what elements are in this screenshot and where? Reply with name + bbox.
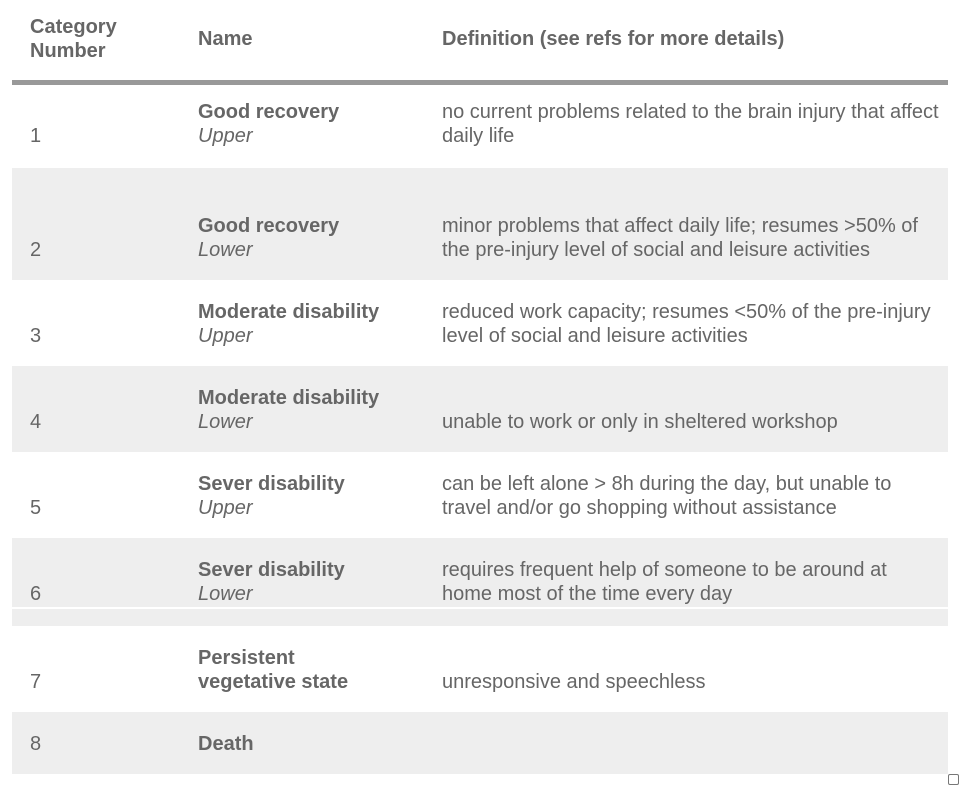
table-row [12,538,948,607]
category-definition: can be left alone > 8h during the day, but unable to travel and/or go shopping without assistance [442,473,892,519]
category-definition: requires frequent help of someone to be around at home most of the time every day [442,559,887,605]
category-name: Sever disability Lower [198,559,345,605]
category-name: Good recovery Lower [198,215,340,261]
table-row [12,452,948,538]
category-definition: unresponsive and speechless [442,671,706,693]
header-category-number: Category Number [30,16,117,62]
category-name: Moderate disability Upper [198,301,380,347]
table-row [12,280,948,366]
category-definition: reduced work capacity; resumes <50% of the pre-injury level of social and leisure activities [442,301,931,347]
category-number: 6 [30,583,42,605]
category-name: Persistent vegetative state [198,647,349,693]
category-definition: minor problems that affect daily life; resumes >50% of the pre-injury level of social and leisure activities [442,215,918,261]
table-row [12,712,948,774]
table-row [12,626,948,712]
category-definition: no current problems related to the brain injury that affect daily life [442,101,939,147]
category-name: Good recovery Upper [198,101,340,147]
category-number: 8 [30,733,42,755]
category-name: Sever disability Upper [198,473,345,519]
category-number: 1 [30,125,42,147]
table-row [12,366,948,452]
resize-handle-icon[interactable] [948,774,959,785]
category-number: 7 [30,671,42,693]
category-name: Moderate disability Lower [198,387,380,433]
row-divider-strip [12,609,948,626]
category-number: 4 [30,411,42,433]
gos-e-table [12,0,948,755]
category-name: Death [198,733,254,755]
category-number: 5 [30,497,42,519]
header-name: Name [198,28,253,50]
table-header [12,0,948,85]
header-definition: Definition (see refs for more details) [442,28,785,50]
table-row [12,168,948,280]
category-definition: unable to work or only in sheltered workshop [442,411,838,433]
table-row [12,85,948,168]
category-number: 2 [30,239,42,261]
category-number: 3 [30,325,42,347]
